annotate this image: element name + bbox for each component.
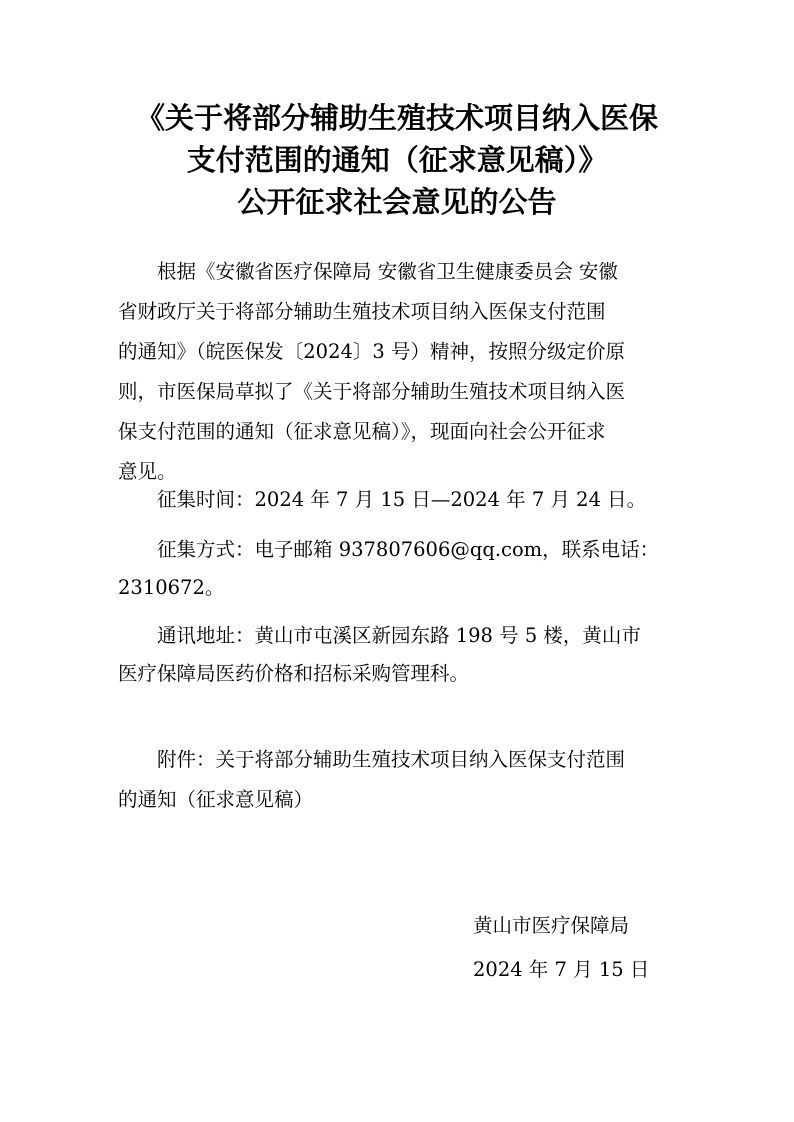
- attachment-line: 附件：关于将部分辅助生殖技术项目纳入医保支付范围: [157, 748, 626, 771]
- method-line: 征集方式：电子邮箱 937807606@qq.com，联系电话：: [157, 538, 660, 561]
- intro-line: 保支付范围的通知（征求意见稿）》，现面向社会公开征求: [118, 420, 606, 443]
- attachment-line: 的通知（征求意见稿）: [118, 788, 314, 811]
- title-line-1: 《关于将部分辅助生殖技术项目纳入医保: [135, 101, 658, 135]
- title-line-2: 支付范围的通知（征求意见稿）》: [186, 143, 608, 177]
- intro-line: 根据《安徽省医疗保障局 安徽省卫生健康委员会 安徽: [157, 260, 618, 283]
- title-line-3: 公开征求社会意见的公告: [237, 185, 557, 219]
- collection-period: 征集时间：2024 年 7 月 15 日—2024 年 7 月 24 日。: [157, 488, 647, 511]
- address-line: 医疗保障局医药价格和招标采购管理科。: [118, 662, 470, 685]
- intro-line: 意见。: [118, 460, 177, 483]
- signature-date: 2024 年 7 月 15 日: [473, 958, 650, 981]
- intro-line: 则，市医保局草拟了《关于将部分辅助生殖技术项目纳入医: [118, 380, 626, 403]
- address-line: 通讯地址：黄山市屯溪区新园东路 198 号 5 楼，黄山市: [157, 624, 641, 647]
- intro-line: 的通知》（皖医保发〔2024〕3 号）精神，按照分级定价原: [118, 340, 625, 363]
- intro-line: 省财政厅关于将部分辅助生殖技术项目纳入医保支付范围: [118, 300, 606, 323]
- method-line: 2310672。: [118, 576, 225, 599]
- signature-org: 黄山市医疗保障局: [473, 914, 630, 937]
